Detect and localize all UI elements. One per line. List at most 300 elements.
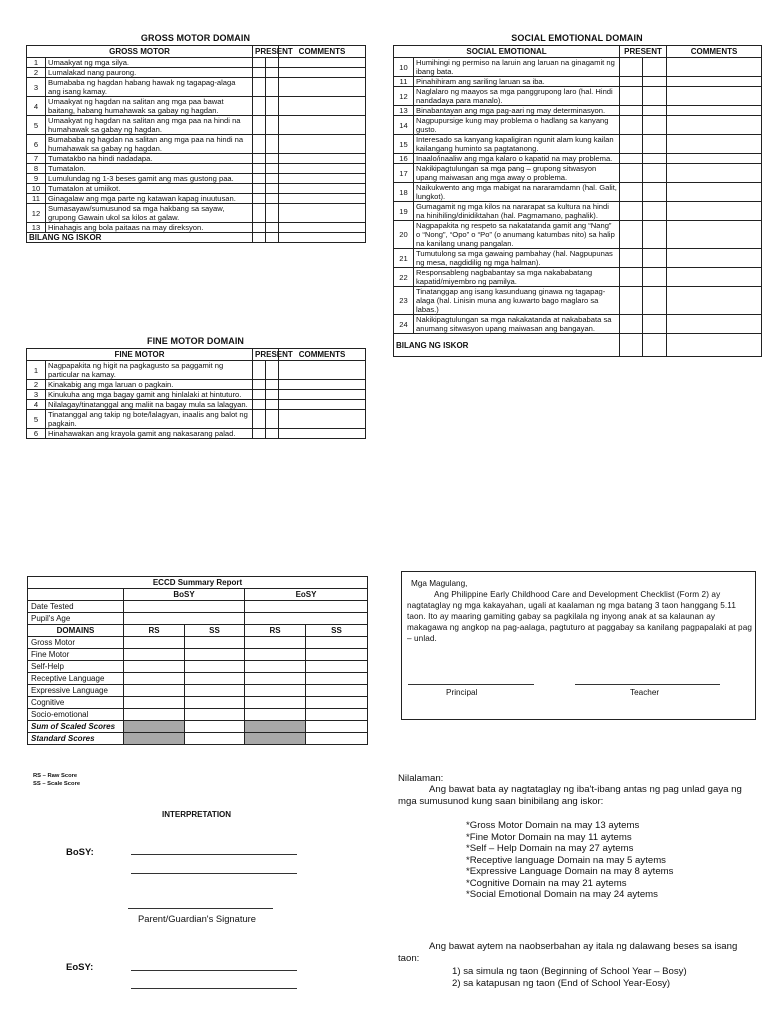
item-text: Tinatanggal ang takip ng bote/lalagyan, inaalis ang balot ng pagkain. bbox=[46, 410, 253, 429]
present-checkbox-cell[interactable] bbox=[620, 221, 643, 249]
item-number: 2 bbox=[27, 68, 46, 78]
standard-scores-label: Standard Scores bbox=[28, 733, 124, 745]
item-text: Hinahagis ang bola paitaas na may direksyon. bbox=[46, 223, 253, 233]
comments-cell[interactable] bbox=[279, 164, 366, 174]
item-text: Tumatakbo na hindi nadadapa. bbox=[46, 154, 253, 164]
score-cell[interactable] bbox=[253, 233, 266, 243]
item-text: Nagpapakita ng respeto sa nakatatanda gamit ang “Nang” o “Nong”, “Opo” o “Po” (o anumang katumbas nito) sa halip na kanilang unang pangalan. bbox=[414, 221, 620, 249]
present-checkbox-cell[interactable] bbox=[253, 68, 266, 78]
summary-domain-row bbox=[28, 649, 368, 661]
score-label: BILANG NG ISKOR bbox=[27, 233, 253, 243]
present-checkbox-cell[interactable] bbox=[266, 116, 279, 135]
present-checkbox-cell[interactable] bbox=[253, 194, 266, 204]
table-row bbox=[394, 249, 762, 268]
present-checkbox-cell[interactable] bbox=[643, 154, 667, 164]
table-row bbox=[394, 183, 762, 202]
domain-label: Socio-emotional bbox=[28, 709, 124, 721]
summary-domain-row bbox=[28, 661, 368, 673]
table-row bbox=[394, 287, 762, 315]
score-input-cell[interactable] bbox=[185, 697, 245, 709]
col-header-skill: FINE MOTOR bbox=[27, 349, 253, 361]
list-item: *Social Emotional Domain na may 24 aytems bbox=[466, 889, 658, 900]
domain-label: Receptive Language bbox=[28, 673, 124, 685]
item-number: 16 bbox=[394, 154, 414, 164]
score-input-cell[interactable] bbox=[245, 685, 306, 697]
score-input-cell[interactable] bbox=[306, 649, 368, 661]
present-checkbox-cell[interactable] bbox=[620, 249, 643, 268]
comments-cell[interactable] bbox=[279, 116, 366, 135]
item-number: 7 bbox=[27, 154, 46, 164]
score-input-cell[interactable] bbox=[306, 661, 368, 673]
score-row bbox=[27, 233, 366, 243]
item-text: Gumagamit ng mga kilos na nararapat sa kultura na hindi na hinihiling/dinidiktahan (hal. Pagmamano, paghalik). bbox=[414, 202, 620, 221]
present-checkbox-cell[interactable] bbox=[620, 164, 643, 183]
comments-cell[interactable] bbox=[279, 204, 366, 223]
score-input-cell[interactable] bbox=[124, 709, 185, 721]
score-input-cell[interactable] bbox=[124, 637, 185, 649]
letter-body: Ang Philippine Early Childhood Care and Development Checklist (Form 2) ay nagtataglay ng mga kakayahan, ugali at kaalaman ng mga batang 3 taon hanggang 5.11 taon. Ito ay maaring gamiting gabay sa pagkilala ng inyong anak at sa kalaunan ay makagawa ng angkop na pag-aalaga, pagtuturo at paggabay sa kanilang pagpapalaki at pag – unlad. bbox=[407, 590, 753, 643]
ss-header: SS bbox=[306, 625, 368, 637]
item-text: Nagpupursige kung may problema o hadlang sa kanyang gusto. bbox=[414, 116, 620, 135]
item-number: 8 bbox=[27, 164, 46, 174]
eosy-line-2[interactable] bbox=[131, 988, 297, 989]
item-number: 20 bbox=[394, 221, 414, 249]
table-header-row bbox=[27, 46, 366, 58]
score-cell[interactable] bbox=[279, 233, 366, 243]
list-item: *Gross Motor Domain na may 13 aytems bbox=[466, 820, 640, 831]
summary-domain-row bbox=[28, 673, 368, 685]
comments-cell[interactable] bbox=[279, 97, 366, 116]
score-input-cell[interactable] bbox=[124, 685, 185, 697]
item-text: Nagpapakita ng higit na pagkagusto sa paggamit ng particular na kamay. bbox=[46, 361, 253, 380]
value-cell[interactable] bbox=[124, 601, 245, 613]
bosy-header: BoSY bbox=[124, 589, 245, 601]
comments-cell[interactable] bbox=[667, 164, 762, 183]
table-row bbox=[27, 380, 366, 390]
bosy-line-1[interactable] bbox=[131, 854, 297, 855]
present-checkbox-cell[interactable] bbox=[620, 202, 643, 221]
present-checkbox-cell[interactable] bbox=[643, 106, 667, 116]
present-checkbox-cell[interactable] bbox=[266, 390, 279, 400]
list-item: 2) sa katapusan ng taon (End of School Year-Eosy) bbox=[452, 977, 671, 989]
table-row bbox=[27, 78, 366, 97]
table-header-row bbox=[27, 349, 366, 361]
comments-cell[interactable] bbox=[279, 361, 366, 380]
value-cell[interactable] bbox=[306, 733, 368, 745]
contents-heading: Nilalaman: bbox=[398, 773, 444, 784]
item-text: Nakikipagtulungan sa mga pang – grupong sitwasyon upang maiwasan ang mga away o problema. bbox=[414, 164, 620, 183]
present-checkbox-cell[interactable] bbox=[643, 202, 667, 221]
summary-row-date-tested bbox=[28, 601, 368, 613]
score-input-cell[interactable] bbox=[245, 661, 306, 673]
present-checkbox-cell[interactable] bbox=[620, 135, 643, 154]
score-input-cell[interactable] bbox=[245, 673, 306, 685]
score-row bbox=[394, 334, 762, 357]
score-input-cell[interactable] bbox=[306, 637, 368, 649]
signature-label: Parent/Guardian's Signature bbox=[138, 913, 257, 924]
principal-label: Principal bbox=[446, 688, 478, 697]
item-text: Tumutulong sa mga gawaing pambahay (hal. Nagpupunas ng mesa, nagdidilig ng mga halman). bbox=[414, 249, 620, 268]
item-number: 11 bbox=[27, 194, 46, 204]
domain-label: Cognitive bbox=[28, 697, 124, 709]
parents-letter-box bbox=[401, 571, 756, 720]
value-cell[interactable] bbox=[124, 613, 245, 625]
comments-cell[interactable] bbox=[667, 221, 762, 249]
score-label: BILANG NG ISKOR bbox=[394, 334, 620, 357]
table-row bbox=[27, 400, 366, 410]
present-checkbox-cell[interactable] bbox=[266, 174, 279, 184]
table-row bbox=[27, 390, 366, 400]
item-number: 12 bbox=[27, 204, 46, 223]
gross-motor-title: GROSS MOTOR DOMAIN bbox=[140, 33, 251, 43]
present-checkbox-cell[interactable] bbox=[643, 268, 667, 287]
table-row bbox=[27, 429, 366, 439]
present-checkbox-cell[interactable] bbox=[643, 77, 667, 87]
item-number: 13 bbox=[394, 106, 414, 116]
principal-signature-line[interactable] bbox=[408, 684, 534, 685]
table-row bbox=[27, 194, 366, 204]
present-checkbox-cell[interactable] bbox=[643, 183, 667, 202]
summary-domain-row bbox=[28, 637, 368, 649]
summary-domain-row bbox=[28, 709, 368, 721]
table-row bbox=[27, 361, 366, 380]
comments-cell[interactable] bbox=[279, 184, 366, 194]
comments-cell[interactable] bbox=[667, 249, 762, 268]
present-checkbox-cell[interactable] bbox=[620, 106, 643, 116]
bosy-line-2[interactable] bbox=[131, 873, 297, 874]
item-number: 6 bbox=[27, 135, 46, 154]
eosy-header: EoSY bbox=[245, 589, 368, 601]
eosy-label: EoSY: bbox=[66, 962, 94, 973]
present-checkbox-cell[interactable] bbox=[253, 135, 266, 154]
summary-domain-row bbox=[28, 697, 368, 709]
present-checkbox-cell[interactable] bbox=[253, 223, 266, 233]
present-checkbox-cell[interactable] bbox=[253, 410, 266, 429]
domain-label: Gross Motor bbox=[28, 637, 124, 649]
item-number: 3 bbox=[27, 390, 46, 400]
item-number: 4 bbox=[27, 400, 46, 410]
item-text: Lumalakad nang paurong. bbox=[46, 68, 253, 78]
score-cell[interactable] bbox=[643, 334, 667, 357]
item-number: 6 bbox=[27, 429, 46, 439]
present-checkbox-cell[interactable] bbox=[643, 58, 667, 77]
shaded-cell bbox=[124, 733, 185, 745]
present-checkbox-cell[interactable] bbox=[266, 135, 279, 154]
comments-cell[interactable] bbox=[667, 287, 762, 315]
item-text: Kinakabig ang mga laruan o pagkain. bbox=[46, 380, 253, 390]
score-input-cell[interactable] bbox=[245, 697, 306, 709]
table-row bbox=[394, 268, 762, 287]
comments-cell[interactable] bbox=[279, 154, 366, 164]
comments-cell[interactable] bbox=[279, 410, 366, 429]
contents-para2: Ang bawat aytem na naobserbahan ay itala ng dalawang beses sa isang taon: bbox=[398, 941, 738, 964]
eosy-line-1[interactable] bbox=[131, 970, 297, 971]
rs-header: RS bbox=[124, 625, 185, 637]
comments-cell[interactable] bbox=[667, 154, 762, 164]
item-number: 13 bbox=[27, 223, 46, 233]
value-cell[interactable] bbox=[306, 721, 368, 733]
item-number: 22 bbox=[394, 268, 414, 287]
item-number: 12 bbox=[394, 87, 414, 106]
contents-intro: Ang bawat bata ay nagtataglay ng iba't-ibang antas ng pag unlad gaya ng mga sumusunod kung saan binibilang ang iskor: bbox=[398, 784, 742, 807]
comments-cell[interactable] bbox=[667, 77, 762, 87]
score-input-cell[interactable] bbox=[306, 697, 368, 709]
table-row bbox=[27, 184, 366, 194]
fine-motor-title: FINE MOTOR DOMAIN bbox=[146, 336, 245, 346]
item-number: 23 bbox=[394, 287, 414, 315]
col-header-present: PRESENT bbox=[253, 46, 279, 58]
table-row bbox=[27, 410, 366, 429]
item-number: 18 bbox=[394, 183, 414, 202]
present-checkbox-cell[interactable] bbox=[643, 135, 667, 154]
score-input-cell[interactable] bbox=[306, 685, 368, 697]
col-header-comments: COMMENTS bbox=[279, 46, 366, 58]
table-row bbox=[27, 174, 366, 184]
table-header-row bbox=[394, 46, 762, 58]
present-checkbox-cell[interactable] bbox=[253, 78, 266, 97]
list-item: *Receptive language Domain na may 5 aytems bbox=[466, 854, 666, 866]
item-number: 10 bbox=[394, 58, 414, 77]
present-checkbox-cell[interactable] bbox=[266, 204, 279, 223]
summary-title: ECCD Summary Report bbox=[28, 577, 368, 589]
item-text: Binabantayan ang mga pag-aari ng may determinasyon. bbox=[414, 106, 620, 116]
score-cell[interactable] bbox=[620, 334, 643, 357]
present-checkbox-cell[interactable] bbox=[253, 400, 266, 410]
item-text: Hinahawakan ang krayola gamit ang nakasarang palad. bbox=[46, 429, 253, 439]
present-checkbox-cell[interactable] bbox=[266, 194, 279, 204]
item-number: 24 bbox=[394, 315, 414, 334]
gross-motor-table bbox=[26, 45, 366, 243]
present-checkbox-cell[interactable] bbox=[253, 116, 266, 135]
comments-cell[interactable] bbox=[279, 194, 366, 204]
present-checkbox-cell[interactable] bbox=[620, 77, 643, 87]
item-text: Interesado sa kanyang kapaligiran ngunit alam kung kailan kailangang huminto sa pagtatanong. bbox=[414, 135, 620, 154]
comments-cell[interactable] bbox=[279, 380, 366, 390]
present-checkbox-cell[interactable] bbox=[266, 400, 279, 410]
item-text: Naikukwento ang mga mabigat na nararamdamn (hal. Galit, lungkot). bbox=[414, 183, 620, 202]
summary-row-pupil-age bbox=[28, 613, 368, 625]
present-checkbox-cell[interactable] bbox=[643, 164, 667, 183]
score-input-cell[interactable] bbox=[185, 649, 245, 661]
table-row bbox=[27, 68, 366, 78]
present-checkbox-cell[interactable] bbox=[253, 58, 266, 68]
domain-label: Expressive Language bbox=[28, 685, 124, 697]
comments-cell[interactable] bbox=[279, 78, 366, 97]
item-text: Ginagalaw ang mga parte ng katawan kapag inuutusan. bbox=[46, 194, 253, 204]
value-cell[interactable] bbox=[245, 601, 368, 613]
present-checkbox-cell[interactable] bbox=[266, 184, 279, 194]
item-text: Responsableng nagbabantay sa mga nakababatang kapatid/miyembro ng pamilya. bbox=[414, 268, 620, 287]
interpretation-title: INTERPRETATION bbox=[162, 810, 232, 819]
present-checkbox-cell[interactable] bbox=[253, 204, 266, 223]
list-item: 1) sa simula ng taon (Beginning of School Year – Bosy) bbox=[452, 966, 687, 977]
domain-items-list bbox=[466, 820, 756, 901]
score-input-cell[interactable] bbox=[185, 709, 245, 721]
present-checkbox-cell[interactable] bbox=[620, 268, 643, 287]
present-checkbox-cell[interactable] bbox=[266, 410, 279, 429]
summary-sum-row bbox=[28, 721, 368, 733]
comments-cell[interactable] bbox=[667, 315, 762, 334]
list-item: *Fine Motor Domain na may 11 aytems bbox=[466, 831, 632, 843]
present-checkbox-cell[interactable] bbox=[620, 116, 643, 135]
score-input-cell[interactable] bbox=[185, 637, 245, 649]
score-input-cell[interactable] bbox=[124, 673, 185, 685]
domain-label: Self-Help bbox=[28, 661, 124, 673]
comments-cell[interactable] bbox=[279, 135, 366, 154]
item-number: 11 bbox=[394, 77, 414, 87]
sum-scaled-label: Sum of Scaled Scores bbox=[28, 721, 124, 733]
present-checkbox-cell[interactable] bbox=[266, 154, 279, 164]
comments-cell[interactable] bbox=[279, 174, 366, 184]
bosy-label: BoSY: bbox=[66, 847, 94, 858]
summary-domains-header-row bbox=[28, 625, 368, 637]
item-text: Umaakyat ng hagdan na salitan ang mga paa na hindi na humahawak sa gabay ng hagdan. bbox=[46, 116, 253, 135]
score-input-cell[interactable] bbox=[185, 685, 245, 697]
signature-line[interactable] bbox=[128, 908, 273, 909]
present-checkbox-cell[interactable] bbox=[253, 184, 266, 194]
comments-cell[interactable] bbox=[279, 400, 366, 410]
score-cell[interactable] bbox=[667, 334, 762, 357]
summary-title-row bbox=[28, 577, 368, 589]
col-header-comments: COMMENTS bbox=[279, 349, 366, 361]
present-checkbox-cell[interactable] bbox=[643, 287, 667, 315]
table-row bbox=[27, 97, 366, 116]
col-header-comments: COMMENTS bbox=[667, 46, 762, 58]
present-checkbox-cell[interactable] bbox=[266, 223, 279, 233]
present-checkbox-cell[interactable] bbox=[266, 164, 279, 174]
comments-cell[interactable] bbox=[667, 106, 762, 116]
comments-cell[interactable] bbox=[279, 390, 366, 400]
score-input-cell[interactable] bbox=[245, 649, 306, 661]
table-row bbox=[394, 106, 762, 116]
table-row bbox=[27, 223, 366, 233]
item-text: Lumulundag ng 1-3 beses gamit ang mas gustong paa. bbox=[46, 174, 253, 184]
table-row bbox=[394, 221, 762, 249]
score-input-cell[interactable] bbox=[306, 709, 368, 721]
comments-cell[interactable] bbox=[667, 183, 762, 202]
value-cell[interactable] bbox=[185, 721, 245, 733]
present-checkbox-cell[interactable] bbox=[643, 249, 667, 268]
table-row bbox=[27, 154, 366, 164]
comments-cell[interactable] bbox=[279, 58, 366, 68]
present-checkbox-cell[interactable] bbox=[266, 78, 279, 97]
table-row bbox=[394, 135, 762, 154]
comments-cell[interactable] bbox=[667, 116, 762, 135]
present-checkbox-cell[interactable] bbox=[620, 183, 643, 202]
shaded-cell bbox=[124, 721, 185, 733]
score-input-cell[interactable] bbox=[124, 697, 185, 709]
present-checkbox-cell[interactable] bbox=[253, 164, 266, 174]
row-label: Date Tested bbox=[28, 601, 124, 613]
item-text: Kinukuha ang mga bagay gamit ang hinlalaki at hintuturo. bbox=[46, 390, 253, 400]
table-row bbox=[394, 202, 762, 221]
summary-domain-row bbox=[28, 685, 368, 697]
item-text: Tinatanggap ang isang kasunduang ginawa ng tagapag-alaga (hal. Linisin muna ang kuwarto bago maglaro sa labas.) bbox=[414, 287, 620, 315]
item-number: 10 bbox=[27, 184, 46, 194]
present-checkbox-cell[interactable] bbox=[253, 97, 266, 116]
table-row bbox=[27, 204, 366, 223]
table-row bbox=[394, 315, 762, 334]
present-checkbox-cell[interactable] bbox=[266, 68, 279, 78]
score-input-cell[interactable] bbox=[245, 637, 306, 649]
score-input-cell[interactable] bbox=[245, 709, 306, 721]
table-row bbox=[394, 77, 762, 87]
item-text: Inaalo/inaaliw ang mga kalaro o kapatid na may problema. bbox=[414, 154, 620, 164]
comments-cell[interactable] bbox=[667, 135, 762, 154]
score-input-cell[interactable] bbox=[306, 673, 368, 685]
present-checkbox-cell[interactable] bbox=[253, 154, 266, 164]
observation-steps bbox=[452, 966, 752, 989]
present-checkbox-cell[interactable] bbox=[620, 58, 643, 77]
present-checkbox-cell[interactable] bbox=[253, 174, 266, 184]
teacher-signature-line[interactable] bbox=[575, 684, 720, 685]
score-input-cell[interactable] bbox=[185, 661, 245, 673]
present-checkbox-cell[interactable] bbox=[620, 87, 643, 106]
present-checkbox-cell[interactable] bbox=[620, 154, 643, 164]
social-emotional-title: SOCIAL EMOTIONAL DOMAIN bbox=[511, 33, 643, 43]
present-checkbox-cell[interactable] bbox=[643, 221, 667, 249]
score-input-cell[interactable] bbox=[185, 673, 245, 685]
social-emotional-table bbox=[393, 45, 762, 357]
comments-cell[interactable] bbox=[667, 202, 762, 221]
present-checkbox-cell[interactable] bbox=[643, 87, 667, 106]
present-checkbox-cell[interactable] bbox=[643, 116, 667, 135]
comments-cell[interactable] bbox=[279, 429, 366, 439]
comments-cell[interactable] bbox=[279, 223, 366, 233]
comments-cell[interactable] bbox=[667, 87, 762, 106]
item-number: 14 bbox=[394, 116, 414, 135]
present-checkbox-cell[interactable] bbox=[620, 287, 643, 315]
item-number: 3 bbox=[27, 78, 46, 97]
item-text: Sumasayaw/sumusunod sa mga hakbang sa sayaw, grupong Gawain ukol sa kilos at galaw. bbox=[46, 204, 253, 223]
table-row bbox=[27, 135, 366, 154]
teacher-label: Teacher bbox=[630, 688, 660, 697]
table-row bbox=[27, 58, 366, 68]
present-checkbox-cell[interactable] bbox=[253, 380, 266, 390]
list-item: *Cognitive Domain na may 21 aytems bbox=[466, 877, 627, 889]
item-number: 5 bbox=[27, 116, 46, 135]
comments-cell[interactable] bbox=[279, 68, 366, 78]
value-cell[interactable] bbox=[185, 733, 245, 745]
item-text: Umaakyat ng mga silya. bbox=[46, 58, 253, 68]
present-checkbox-cell[interactable] bbox=[266, 429, 279, 439]
present-checkbox-cell[interactable] bbox=[266, 58, 279, 68]
comments-cell[interactable] bbox=[667, 58, 762, 77]
present-checkbox-cell[interactable] bbox=[620, 315, 643, 334]
item-text: Bumababa ng hagdan na salitan ang mga paa na hindi na humahawak sa gabay ng hagdan. bbox=[46, 135, 253, 154]
present-checkbox-cell[interactable] bbox=[266, 97, 279, 116]
score-input-cell[interactable] bbox=[124, 649, 185, 661]
present-checkbox-cell[interactable] bbox=[253, 429, 266, 439]
present-checkbox-cell[interactable] bbox=[266, 380, 279, 390]
item-number: 1 bbox=[27, 58, 46, 68]
item-number: 2 bbox=[27, 380, 46, 390]
score-input-cell[interactable] bbox=[124, 661, 185, 673]
summary-period-row bbox=[28, 589, 368, 601]
present-checkbox-cell[interactable] bbox=[266, 361, 279, 380]
score-cell[interactable] bbox=[266, 233, 279, 243]
eccd-summary-table bbox=[27, 576, 368, 745]
item-number: 5 bbox=[27, 410, 46, 429]
present-checkbox-cell[interactable] bbox=[643, 315, 667, 334]
letter-salutation: Mga Magulang, bbox=[411, 579, 468, 588]
item-text: Umaakyat ng hagdan na salitan ang mga paa bawat baitang, habang humahawak sa gabay ng hagdan. bbox=[46, 97, 253, 116]
comments-cell[interactable] bbox=[667, 268, 762, 287]
present-checkbox-cell[interactable] bbox=[253, 390, 266, 400]
present-checkbox-cell[interactable] bbox=[253, 361, 266, 380]
item-number: 4 bbox=[27, 97, 46, 116]
value-cell[interactable] bbox=[245, 613, 368, 625]
